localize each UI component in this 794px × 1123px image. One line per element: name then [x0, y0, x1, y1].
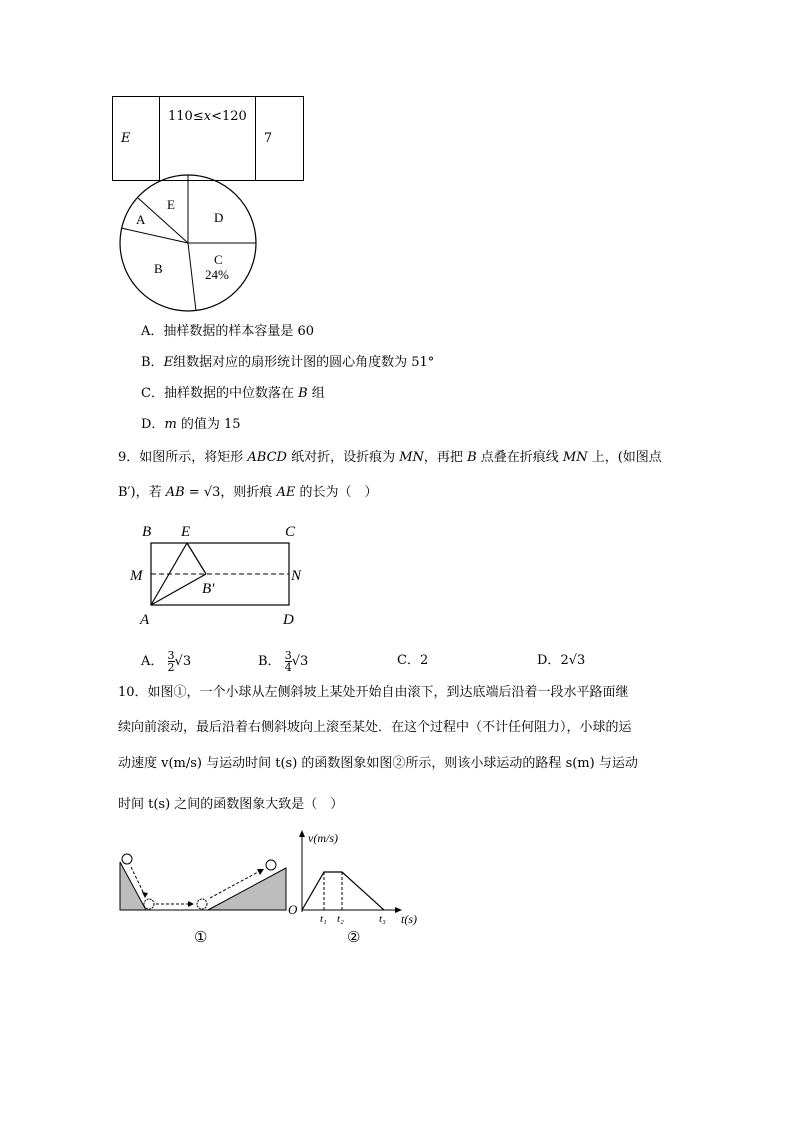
origin-label: O: [288, 902, 298, 917]
q9-stem-line1: 9．如图所示，将矩形 ABCD 纸对折，设折痕为 MN，再把 B 点叠在折痕线 MN 上，(如图点: [118, 450, 662, 465]
range-cell: 110≤x<120: [160, 97, 256, 181]
tick-label-t1: t₁: [320, 913, 327, 925]
point-label-m: M: [130, 568, 143, 584]
q9-option-b: B． $\frac{3}{4}$ √3: [258, 649, 309, 674]
fraction: $\frac{3}{4}$: [284, 649, 292, 674]
pie-label-b: B: [154, 261, 163, 276]
point-label-d: D: [283, 612, 294, 628]
pie-chart: [118, 172, 258, 314]
y-axis-arrow: [299, 830, 305, 837]
arrowhead: [257, 869, 264, 875]
q9-rectangle-figure: [128, 518, 320, 630]
q9-stem-line2: B′)，若 AB = √3，则折痕 AE 的长为（ ）: [118, 485, 378, 500]
pie-divider-upper-left: [138, 198, 188, 243]
ball-bottom-left: [144, 899, 154, 909]
point-label-e: E: [181, 524, 191, 540]
fraction: $\frac{3}{2}$: [167, 649, 175, 674]
q8-option-c: C．抽样数据的中位数落在 B 组: [141, 386, 325, 401]
point-label-b-prime: B′: [202, 581, 215, 597]
q9-option-c: C．2: [397, 653, 429, 668]
right-slope: [208, 868, 286, 910]
point-label-b: B: [142, 524, 152, 540]
pie-label-a: A: [136, 212, 146, 227]
pie-label-d: D: [214, 210, 224, 225]
q9-option-d: D．2√3: [537, 653, 586, 668]
point-label-a: A: [140, 612, 150, 628]
point-label-c: C: [285, 524, 296, 540]
q8-option-a: A．抽样数据的样本容量是 60: [141, 324, 315, 339]
segment-ae: [151, 543, 187, 605]
arrowhead: [188, 901, 194, 907]
table-row: [113, 97, 304, 181]
q10-stem-line1: 10．如图①，一个小球从左侧斜坡上某处开始自由滚下，到达底端后沿着一段水平路面继: [118, 685, 629, 700]
q10-figure-velocity-graph: [284, 828, 424, 945]
pie-divider-bottom: [188, 243, 196, 311]
figure-caption-1: ①: [194, 930, 208, 945]
pie-label-c-percent: 24%: [205, 267, 229, 282]
q9-option-a: A． $\frac{3}{2}$ √3: [141, 649, 192, 674]
q10-stem-line4: 时间 t(s) 之间的函数图象大致是（ ）: [118, 797, 344, 812]
segment-ab-prime: [151, 574, 206, 605]
left-slope: [120, 862, 146, 910]
ball-end: [266, 860, 276, 870]
q10-figure-slopes: [118, 850, 288, 945]
q8-option-b: B．E组数据对应的扇形统计图的圆心角度数为 51°: [141, 355, 435, 370]
y-axis-label: v(m/s): [308, 831, 338, 845]
frequency-table-fragment: [112, 96, 304, 181]
pie-divider-left: [121, 228, 188, 243]
count-cell: 7: [255, 97, 303, 181]
q10-stem-line2: 续向前滚动，最后沿着右侧斜坡向上滚至某处．在这个过程中（不计任何阻力），小球的运: [118, 720, 632, 735]
tick-label-t2: t₂: [337, 913, 344, 925]
point-label-n: N: [291, 568, 302, 584]
segment-eb-prime: [187, 543, 206, 574]
arrowhead: [142, 892, 148, 898]
q8-option-d: D．m 的值为 15: [141, 417, 241, 432]
ball-start: [122, 854, 132, 864]
velocity-curve: [302, 872, 384, 910]
pie-label-e: E: [167, 197, 175, 212]
ball-bottom-right: [197, 899, 207, 909]
tick-label-t3: t₃: [379, 913, 386, 925]
q10-stem-line3: 动速度 v(m/s) 与运动时间 t(s) 的函数图象如图②所示，则该小球运动的路程 s(m) 与运动: [118, 756, 638, 771]
group-cell: E: [113, 97, 160, 181]
x-axis-label: t(s): [401, 912, 417, 926]
pie-label-c: C: [214, 252, 223, 267]
figure-caption-2: ②: [347, 930, 361, 945]
